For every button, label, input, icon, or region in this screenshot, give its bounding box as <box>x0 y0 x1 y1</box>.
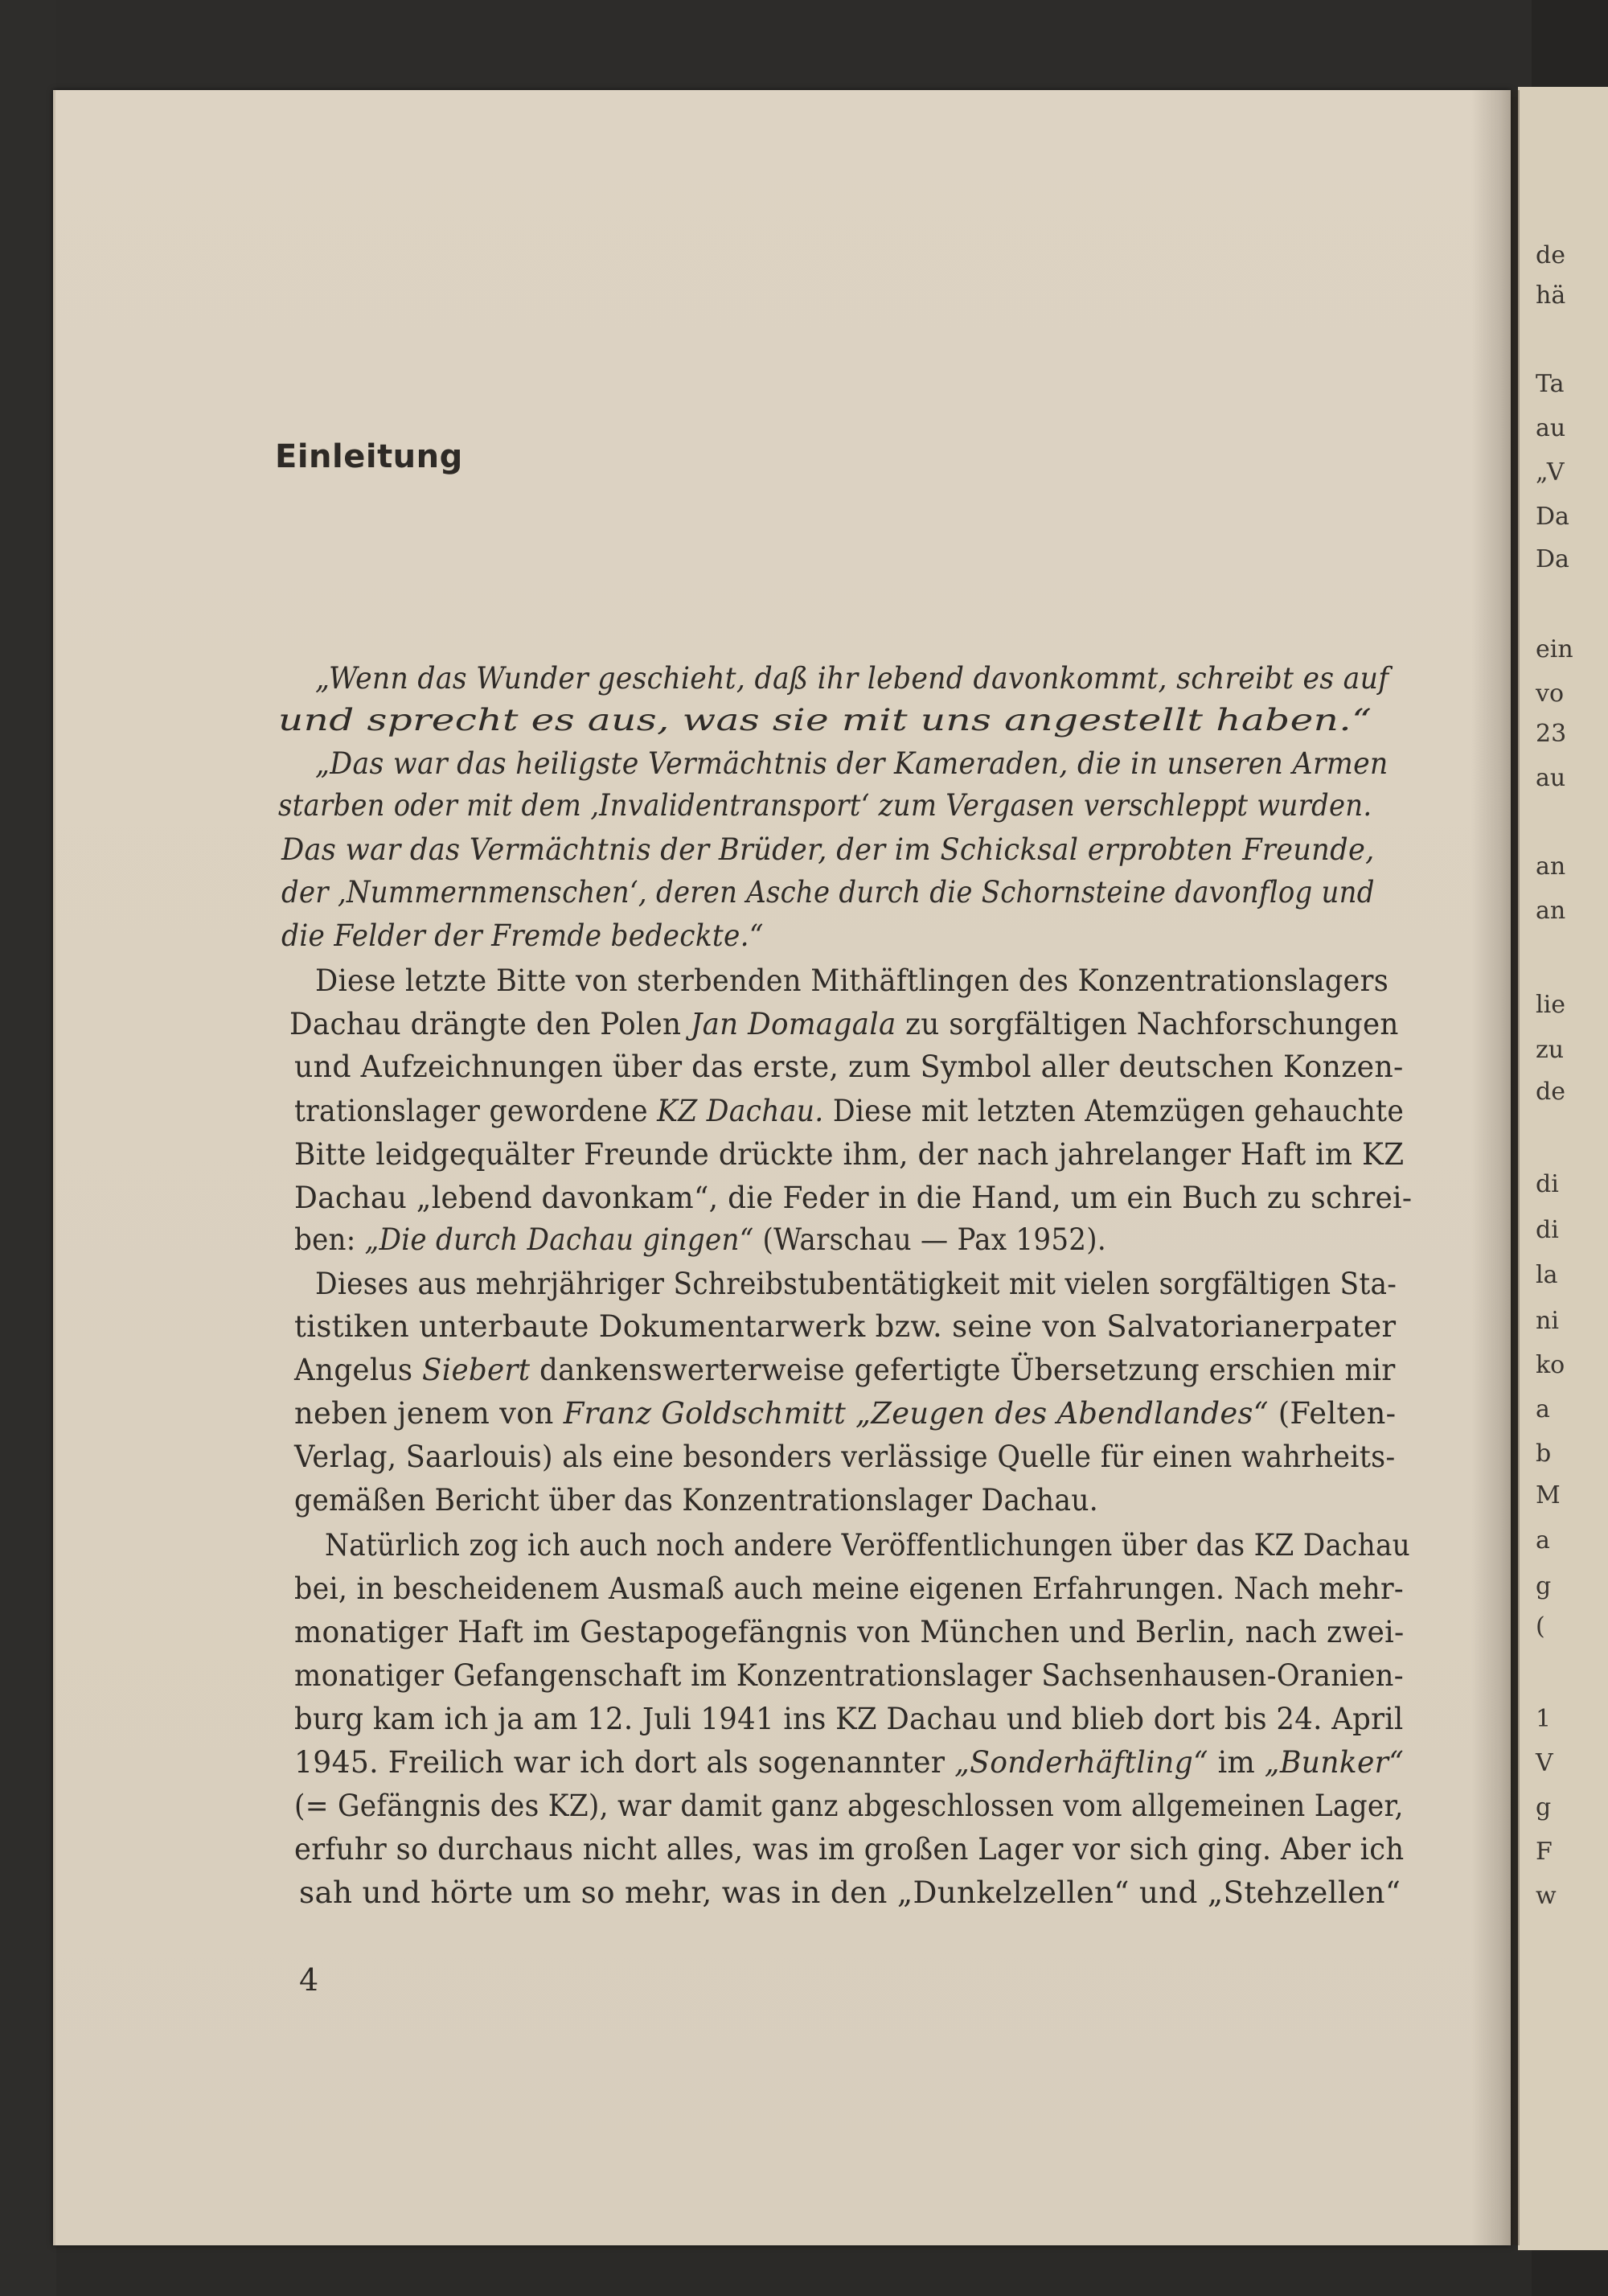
facing-page-fragment: ko <box>1536 1351 1565 1379</box>
text-segment: neben jenem von <box>294 1396 564 1431</box>
text-segment: tistiken unterbaute Dokumentarwerk bzw. seine von Salvatorianerpater <box>294 1309 1397 1344</box>
text-line <box>294 1309 1396 1344</box>
text-segment: Diese mit letzten Atemzügen gehauchte <box>823 1094 1405 1128</box>
text-segment: und sprecht es aus, was sie mit uns angestellt haben.“ <box>278 703 1372 737</box>
facing-page-fragment: g <box>1536 1793 1552 1822</box>
text-segment: Siebert <box>422 1353 531 1387</box>
text-line <box>281 875 1375 910</box>
text-line <box>294 1049 1404 1084</box>
facing-page-fragment: b <box>1536 1440 1552 1468</box>
text-segment: Dachau drängte den Polen <box>289 1007 691 1041</box>
facing-page-fragment: „V <box>1536 458 1565 487</box>
facing-page-fragment: a <box>1536 1395 1550 1423</box>
text-line <box>294 1789 1404 1823</box>
text-segment: Angelus <box>294 1353 423 1387</box>
text-line <box>294 1615 1405 1649</box>
facing-page-fragment: ( <box>1536 1612 1545 1641</box>
text-line <box>294 1222 1106 1257</box>
text-segment: zu sorgfältigen Nachforschungen <box>896 1007 1399 1041</box>
text-segment: „Bunker“ <box>1264 1745 1404 1780</box>
text-line <box>294 1483 1098 1518</box>
text-segment: starben oder mit dem ‚Invalidentransport‘ zum Vergasen verschleppt wurden. <box>278 788 1372 823</box>
text-line <box>315 1267 1397 1301</box>
text-segment: 1945. Freilich war ich dort als sogenannter <box>294 1745 955 1780</box>
text-line <box>299 1875 1401 1910</box>
text-segment: Dieses aus mehrjähriger Schreibstubentätigkeit mit vielen sorgfältigen Sta- <box>315 1267 1397 1301</box>
facing-page-fragment: a <box>1536 1526 1550 1555</box>
text-segment: KZ Dachau. <box>657 1094 824 1128</box>
facing-page <box>1518 87 1608 2250</box>
text-segment: gemäßen Bericht über das Konzentrationslager Dachau. <box>294 1483 1098 1518</box>
text-segment: die Felder der Fremde bedeckte.“ <box>281 918 764 953</box>
facing-page-fragment: hä <box>1536 281 1566 310</box>
text-segment: Bitte leidgequälter Freunde drückte ihm, der nach jahrelanger Haft im KZ <box>294 1137 1405 1172</box>
facing-page-fragment: an <box>1536 897 1566 925</box>
text-segment: monatiger Gefangenschaft im Konzentrationslager Sachsenhausen-Oranien- <box>294 1658 1404 1693</box>
text-segment: monatiger Haft im Gestapogefängnis von München und Berlin, nach zwei- <box>294 1615 1405 1649</box>
text-segment: dankenswerterweise gefertigte Übersetzung erschien mir <box>530 1353 1396 1387</box>
facing-page-fragment: 1 <box>1536 1705 1552 1733</box>
text-line <box>294 1353 1396 1387</box>
text-line <box>278 703 1372 737</box>
facing-page-fragment: w <box>1536 1882 1557 1910</box>
text-segment: „Das war das heiligste Vermächtnis der Kameraden, die in unseren Armen <box>315 746 1389 781</box>
facing-page-fragment: au <box>1536 764 1566 792</box>
facing-page-fragment: Da <box>1536 545 1569 573</box>
text-line <box>294 1658 1404 1693</box>
facing-page-fragment: ni <box>1536 1307 1559 1335</box>
facing-page-fragment: an <box>1536 852 1566 881</box>
text-segment: und Aufzeichnungen über das erste, zum Symbol aller deutschen Konzen- <box>294 1049 1404 1084</box>
facing-page-fragment: lie <box>1536 991 1565 1019</box>
text-segment: Franz Goldschmitt „Zeugen des Abendlandes“ <box>563 1396 1269 1431</box>
spine-shadow <box>1471 90 1520 2245</box>
facing-page-fragment: de <box>1536 241 1565 269</box>
facing-page-fragment: V <box>1536 1749 1553 1777</box>
facing-page-fragment: ein <box>1536 635 1573 663</box>
text-segment: Verlag, Saarlouis) als eine besonders verlässige Quelle für einen wahrheits- <box>294 1440 1396 1474</box>
text-line <box>315 746 1389 781</box>
text-line <box>281 832 1375 867</box>
facing-page-fragment: F <box>1536 1838 1553 1866</box>
facing-page-fragment: de <box>1536 1078 1565 1106</box>
text-segment: bei, in bescheidenem Ausmaß auch meine eigenen Erfahrungen. Nach mehr- <box>294 1571 1404 1606</box>
facing-page-fragment: g <box>1536 1572 1552 1600</box>
text-line <box>294 1745 1404 1780</box>
text-line <box>289 1007 1399 1041</box>
text-segment: der ‚Nummernmenschen‘, deren Asche durch die Schornsteine davonflog und <box>281 875 1375 910</box>
facing-page-fragment: Da <box>1536 503 1569 531</box>
text-line <box>281 918 764 953</box>
text-line <box>294 1094 1404 1128</box>
text-segment: sah und hörte um so mehr, was in den „Dunkelzellen“ und „Stehzellen“ <box>299 1875 1401 1910</box>
facing-page-fragment: Ta <box>1536 370 1565 398</box>
text-line <box>294 1396 1396 1431</box>
text-segment: Jan Domagala <box>690 1007 896 1041</box>
text-segment: (= Gefängnis des KZ), war damit ganz abgeschlossen vom allgemeinen Lager, <box>294 1789 1404 1823</box>
facing-page-fragment: M <box>1536 1481 1561 1509</box>
chapter-heading: Einleitung <box>275 438 463 475</box>
text-segment: „Wenn das Wunder geschieht, daß ihr lebend davonkommt, schreibt es auf <box>315 661 1389 696</box>
text-line <box>315 963 1389 998</box>
text-segment: (Felten- <box>1268 1396 1397 1431</box>
facing-page-fragment: di <box>1536 1216 1559 1244</box>
text-segment: Das war das Vermächtnis der Brüder, der im Schicksal erprobten Freunde, <box>281 832 1375 867</box>
text-segment: im <box>1208 1745 1265 1780</box>
facing-page-fragment: 23 <box>1536 720 1567 748</box>
text-segment: (Warschau — Pax 1952). <box>753 1222 1106 1257</box>
text-segment: „Sonderhäftling“ <box>954 1745 1208 1780</box>
text-segment: „Die durch Dachau gingen“ <box>364 1222 754 1257</box>
text-segment: burg kam ich ja am 12. Juli 1941 ins KZ Dachau und blieb dort bis 24. April <box>294 1702 1404 1736</box>
text-segment: Natürlich zog ich auch noch andere Veröffentlichungen über das KZ Dachau <box>325 1528 1411 1563</box>
text-line <box>315 661 1389 696</box>
background-top <box>0 0 1608 97</box>
page-number: 4 <box>299 1962 319 1998</box>
text-line <box>278 788 1372 823</box>
facing-page-fragment: di <box>1536 1170 1559 1198</box>
facing-page-fragment: zu <box>1536 1036 1565 1064</box>
text-line <box>294 1832 1404 1867</box>
text-line <box>294 1137 1404 1172</box>
text-segment: trationslager gewordene <box>294 1094 658 1128</box>
text-line <box>294 1571 1404 1606</box>
facing-page-fragment: la <box>1536 1261 1558 1289</box>
text-line <box>294 1181 1412 1215</box>
text-line <box>294 1702 1404 1736</box>
text-segment: erfuhr so durchaus nicht alles, was im großen Lager vor sich ging. Aber ich <box>294 1832 1405 1867</box>
text-segment: ben: <box>294 1222 365 1257</box>
facing-page-fragment: au <box>1536 414 1566 442</box>
facing-page-fragment: vo <box>1536 680 1565 708</box>
text-line <box>325 1528 1410 1563</box>
background-left <box>0 0 56 2296</box>
text-segment: Dachau „lebend davonkam“, die Feder in die Hand, um ein Buch zu schrei- <box>294 1181 1413 1215</box>
text-segment: Diese letzte Bitte von sterbenden Mithäftlingen des Konzentrationslagers <box>315 963 1389 998</box>
text-line <box>294 1440 1396 1474</box>
